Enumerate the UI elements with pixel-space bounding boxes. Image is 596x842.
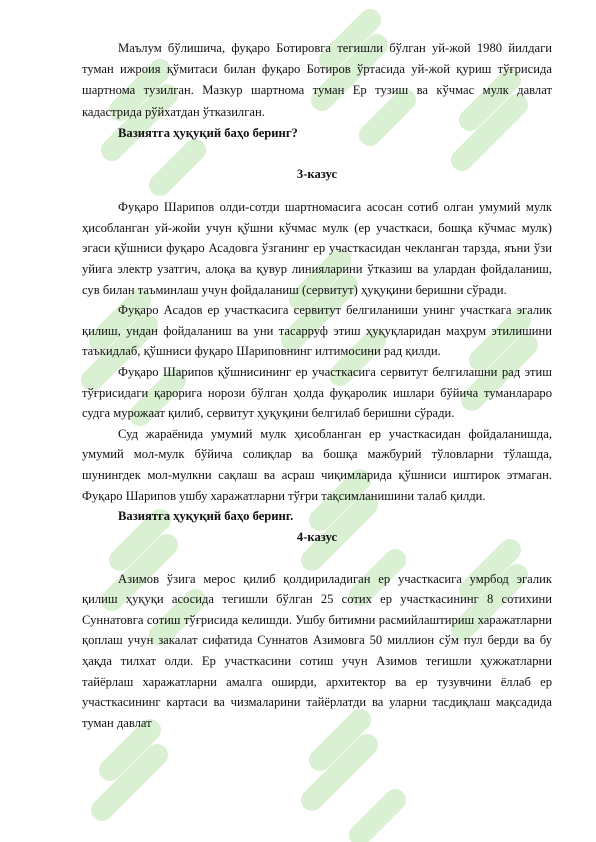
case4-paragraph-1: Азимов ўзига мерос қилиб қолдириладиган ер участкасига умрбод эгалик қилиш ҳуқуқи асосида тегишли бўлган 25 сотих ер участкасининг 8 сотихини Суннатовга сотиш тўғрисида келишди. Ушбу битимни расмийлаштириш харажатларни қоплаш учун закалат сифатида Суннатов Азимовга 50 миллион сўм пул берди ва бу ҳақда тилхат олди. Ер участкасини сотиш учун Азимов тегишли ҳужжатларни тайёрлаш харажатларни амалга оширди, архитектор ва ер тузувчини ёллаб ер участкасининг картаси ва чизмаларини тайёрлатди ва уларни тасдиқлаш мақсадида туман давлат bbox=[82, 571, 552, 730]
document-page bbox=[82, 38, 552, 733]
case2-task: Вазиятга ҳуқуқий баҳо беринг? bbox=[118, 125, 298, 140]
case3-task: Вазиятга ҳуқуқий баҳо беринг. bbox=[118, 509, 294, 524]
case2-paragraph: Маълум бўлишича, фуқаро Ботировга тегишли бўлган уй-жой 1980 йилдаги туман ижроия қўмитаси билан фуқаро Ботиров ўртасида уй-жой қуриш тўғрисида шартнома тузилган. Мазкур шартнома туман Ер тузиш ва кўчмас мулк давлат кадастрида рўйхатдан ўтказилган. bbox=[82, 41, 552, 119]
case3-title: 3-казус bbox=[296, 167, 338, 182]
case3-paragraph-2: Фуқаро Асадов ер участкасига сервитут белгиланиши унинг участкага эгалик қилиш, ундан фойдаланиш ва уни тасарруф этиш ҳуқуқларидан маҳрум этилишини таъкидлаб, қўшниси фуқаро Шариповнинг илтимосини рад қилди. bbox=[82, 303, 552, 359]
case4-title: 4-казус bbox=[296, 530, 338, 545]
case3-paragraph-3: Фуқаро Шарипов қўшнисининг ер участкасига сервитут белгилашни рад этиш тўғрисидаги қарорига норози бўлган ҳолда фуқаролик ишлари бўйича туманлараро судга мурожаат қилиб, сервитут ҳуқуқини белгилаб беришни сўради. bbox=[82, 364, 552, 421]
case3-paragraph-1: Фуқаро Шарипов олди-сотди шартномасига асосан сотиб олган умумий мулк ҳисобланган уй-жойи учун қўшни кўчмас мулк (ер участкаси, бошқа кўчмас мулк) эгаси қўшниси фуқаро Асадовга ўзганинг ер участкасидан чекланган тарзда, яъни ўзи уйига электр узатгич, алоқа ва қувур линияларини ўтказиш ва улардан фойдаланиш, сув билан таъминлаш учун фойдаланиш (сервитут) ҳуқуқини беришни сўради. bbox=[82, 200, 552, 297]
case3-paragraph-4: Суд жараёнида умумий мулк ҳисобланган ер участкасидан фойдаланишда, умумий мол-мулк бўйича солиқлар ва бошқа мажбурий тўловларни тўлашда, шунингдек мол-мулкни сақлаш ва асраш чиқимларида қўшниси иштирок этмаган. Фуқаро Шарипов ушбу харажатларни тўғри тақсимланишини талаб қилди. bbox=[82, 426, 552, 503]
